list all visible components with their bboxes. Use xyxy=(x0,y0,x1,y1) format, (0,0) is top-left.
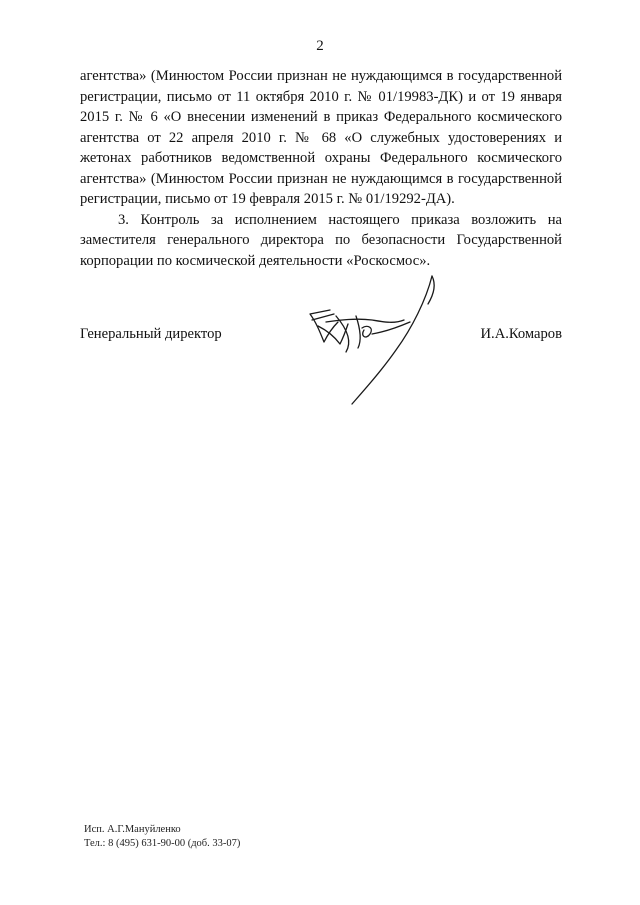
signer-name: И.А.Комаров xyxy=(480,326,562,342)
executor-phone: Тел.: 8 (495) 631-90-00 (доб. 33-07) xyxy=(84,838,241,849)
page-number: 2 xyxy=(316,38,324,54)
signer-title: Генеральный директор xyxy=(80,326,222,342)
paragraph-item-3: 3. Контроль за исполнением настоящего приказа возложить на заместителя генерального директора по безопасности Государственной корпорации по космической деятельности «Роскосмос». xyxy=(80,211,562,269)
paragraph-continuation: агентства» (Минюстом России признан не нуждающимся в государственной регистрации, письмо от 11 октября 2010 г. № 01/19983-ДК) и от 19 января 2015 г. № 6 «О внесении изменений в приказ Федерального космического агентства от 22 апреля 2010 г. № 68 «О служебных удостоверениях и жетонах работников ведомственной охраны Федерального космического агентства» (Минюстом России признан не нуждающимся в государственной регистрации, письмо от 19 февраля 2015 г. № 01/19292-ДА). xyxy=(80,68,562,207)
executor-info xyxy=(84,823,240,851)
document-body xyxy=(80,66,562,271)
executor-name: Исп. А.Г.Мануйленко xyxy=(84,824,181,835)
handwritten-signature-icon xyxy=(300,270,450,410)
